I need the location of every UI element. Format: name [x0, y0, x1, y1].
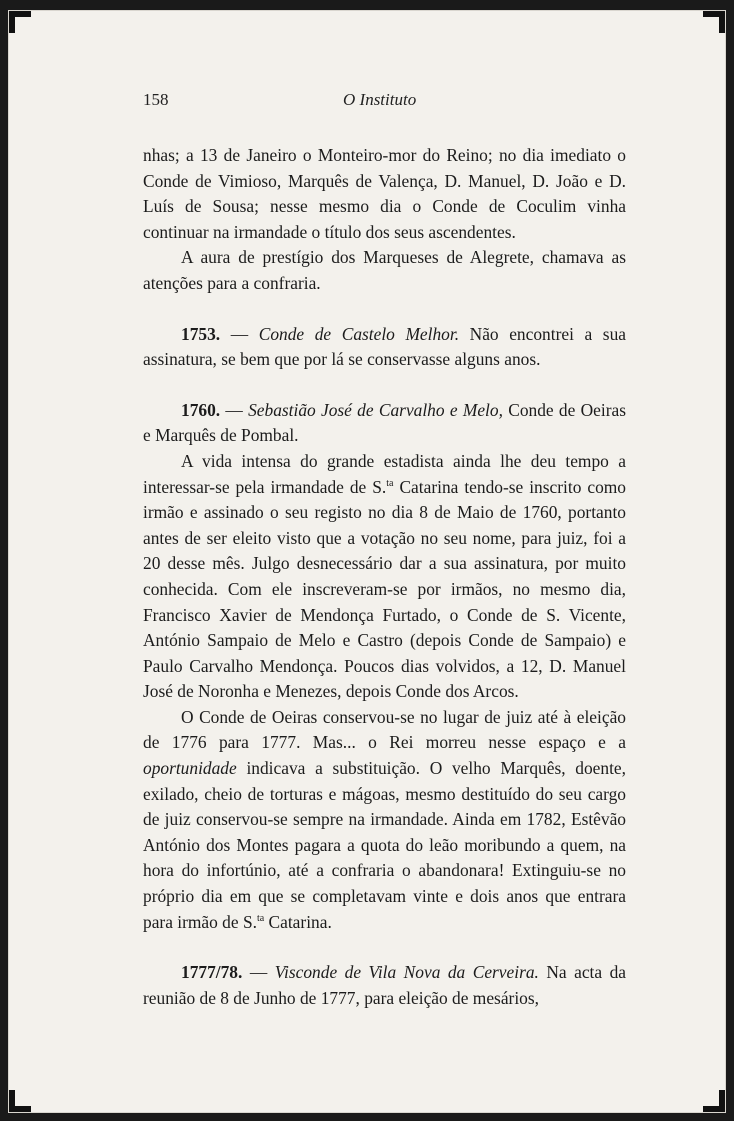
entry-1753 [143, 322, 626, 373]
paragraph-text: O Conde de Oeiras conservou-se no lugar de juiz até à eleição de 1776 para 1777. Mas... o Rei morreu nesse espaço e a [143, 706, 626, 753]
page-header [143, 90, 626, 114]
paragraph-text: A vida intensa do grande estadista ainda lhe deu tempo a interessar-se pela irmandade de S. [143, 450, 626, 497]
entry-year: 1760. [181, 399, 221, 420]
entry-1777 [143, 960, 626, 1011]
paragraph-text: Catarina. [264, 911, 332, 932]
entry-dash: — [242, 962, 275, 983]
entry-year: 1753. [181, 323, 221, 344]
paragraph-alegrete: A aura de prestígio dos Marqueses de Alegrete, chamava as atenções para a confraria. [143, 247, 626, 293]
paragraph-text: Catarina tendo-se inscrito como irmão e assinado o seu registo no dia 8 de Maio de 1760, portanto antes de ser eleito visto que a votação no seu nome, para juiz, foi a 20 desse mês. Julgo desnecessário dar a sua assinatura, por muito conhecida. Com ele inscreveram-se por irmãos, no mesmo dia, Francisco Xavier de Mendonça Furtado, o Conde de S. Vicente, António Sampaio de Melo e Castro (depois Conde de Sampaio) e Paulo Carvalho Mendonça. Poucos dias volvidos, a 12, D. Manuel José de Noronha e Menezes, depois Conde dos Arcos. [143, 476, 627, 702]
scan-corner-mark [719, 1090, 725, 1112]
paragraph-text: indicava a substituição. O velho Marquês, doente, exilado, cheio de torturas e mágoas, mesmo destituído do seu cargo de juiz conservou-se sempre na irmandade. Ainda em 1782, Estêvão António dos Montes pagara a quota do leão moribundo a quem, na hora do infortúnio, até a confraria o abandonara! Extinguiu-se no próprio dia em que se completavam vinte e dois anos que entrara para irmão de S. [143, 758, 626, 932]
entry-1760 [143, 398, 626, 449]
entry-text: Na acta da reunião de 8 de Junho de 1777, para eleição de mesários, [143, 962, 626, 1008]
body-text [143, 143, 626, 1011]
entry-dash: — [220, 399, 249, 420]
paragraph-pombal-judge [143, 705, 626, 935]
entry-dash: — [220, 323, 259, 344]
entry-text: Conde de Oeiras e Marquês de Pombal. [143, 399, 626, 446]
paragraph-continuation: nhas; a 13 de Janeiro o Monteiro-mor do Reino; no dia imediato o Conde de Vimioso, Marquês de Valença, D. Manuel, D. João e D. Luís de Sousa; nesse mesmo dia o Conde de Coculim vinha continuar na irmandade o título dos seus ascendentes. [143, 145, 626, 242]
superscript-abbreviation: ta [386, 477, 394, 489]
entry-name: Conde de Castelo Melhor. [258, 323, 460, 344]
entry-text: Não encontrei a sua assinatura, se bem que por lá se conservasse alguns anos. [143, 323, 626, 370]
scan-corner-mark [9, 11, 15, 33]
running-title: O Instituto [343, 90, 417, 109]
scan-corner-mark [9, 1090, 15, 1112]
entry-name: Visconde de Vila Nova da Cerveira. [274, 962, 539, 983]
entry-name: Sebastião José de Carvalho e Melo, [248, 399, 503, 420]
paragraph-pombal-registration [143, 449, 626, 705]
scan-corner-mark [719, 11, 725, 33]
superscript-abbreviation: ta [256, 912, 265, 924]
entry-year: 1777/78. [181, 962, 243, 983]
page-number: 158 [143, 90, 169, 109]
emphasis-oportunidade: oportunidade [143, 758, 237, 779]
